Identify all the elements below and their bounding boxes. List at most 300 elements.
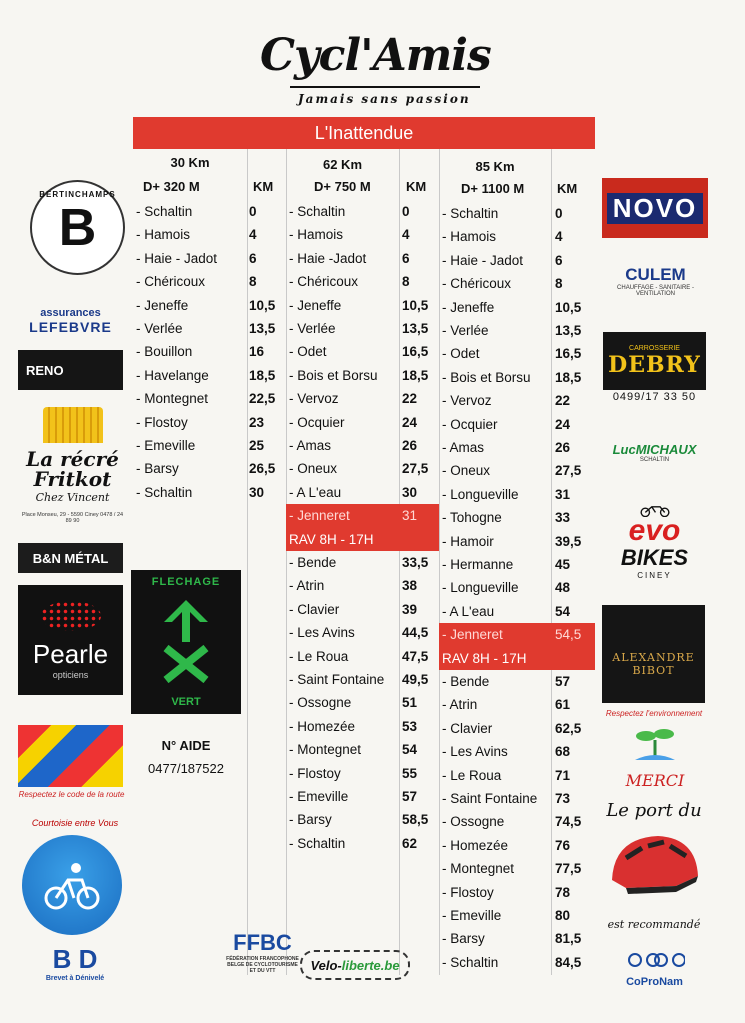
stop-place: - Havelange (136, 367, 209, 383)
ffbc-logo (225, 922, 300, 982)
caption-environnement: Respectez l'environnement (605, 709, 703, 718)
stop-row (439, 834, 595, 857)
bd-text: Brevet à Dénivelé (45, 974, 105, 982)
stop-place: - Schaltin (442, 206, 499, 221)
stop-row (286, 574, 439, 597)
merci-plant-icon (610, 720, 700, 800)
table-title: L'Inattendue (133, 117, 595, 149)
stop-place: - Emeville (289, 789, 349, 804)
stop-km: 4 (249, 227, 257, 243)
caption-code-route: Respectez le code de la route (18, 790, 125, 799)
stop-place: - Bende (289, 555, 337, 570)
logo-subtitle: Jamais sans passion (298, 92, 471, 106)
stop-place: - Vervoz (442, 393, 492, 409)
stop-row (439, 436, 595, 459)
aide-info (131, 738, 241, 776)
stop-row (439, 881, 595, 904)
bibot-name1: ALEXANDRE (612, 651, 695, 664)
aide-phone: 0477/187522 (148, 761, 224, 776)
route-distance: 30 Km (170, 155, 210, 170)
stop-row (439, 857, 595, 880)
stop-row (286, 270, 439, 293)
stop-row (439, 904, 595, 927)
km-header: KM (557, 181, 578, 196)
stop-place: - Odet (289, 344, 327, 360)
stop-place: - Jenneret (442, 627, 503, 643)
copronam-logo (612, 940, 697, 995)
stop-km: 16,5 (555, 346, 582, 362)
stop-km: 6 (402, 250, 410, 266)
stop-km: 47,5 (402, 648, 429, 664)
stop-row (286, 785, 439, 808)
recre-line3: Chez Vincent (35, 490, 110, 504)
stop-km: 81,5 (555, 931, 582, 947)
stop-place: - Atrin (442, 697, 478, 713)
route-distance: 85 Km (475, 159, 515, 174)
stop-row (286, 294, 439, 317)
stop-row (439, 366, 595, 389)
stop-km: 73 (555, 791, 571, 806)
culem-logo (603, 260, 708, 302)
velo-part1: Velo- (310, 957, 342, 973)
rav-row (286, 528, 439, 551)
stop-place: RAV 8H - 17H (442, 650, 527, 666)
stop-place: - Chéricoux (442, 276, 512, 292)
caption-port-du: Le port du (606, 800, 702, 821)
flechage-label: FLECHAGE (151, 576, 221, 588)
stop-row (439, 670, 595, 693)
stop-km: 30 (402, 484, 418, 500)
stop-km: 4 (555, 229, 563, 245)
stop-place: - Oneux (442, 463, 491, 479)
lefebvre-line2: LEFEBVRE (29, 319, 112, 335)
stop-place: - Ocquier (442, 416, 498, 432)
stop-place: - Emeville (136, 438, 196, 453)
stop-km: 54 (555, 603, 571, 619)
stop-place: - Jenneret (289, 508, 350, 524)
bibot-name2: BIBOT (632, 664, 675, 677)
stop-row (133, 411, 286, 434)
stop-row (286, 832, 439, 855)
stop-row (286, 668, 439, 691)
stop-place: - Clavier (289, 601, 340, 617)
debry-name: DEBRY (608, 351, 701, 378)
lefebvre-logo (18, 305, 123, 337)
stop-row (286, 598, 439, 621)
stop-place: - Haie - Jadot (136, 250, 218, 266)
velo-part2: liberte.be (341, 957, 400, 973)
road-signs-image (18, 725, 123, 787)
stop-row (286, 645, 439, 668)
stop-row (286, 247, 439, 270)
stop-row (439, 272, 595, 295)
stop-row (439, 506, 595, 529)
stop-km: 10,5 (555, 299, 582, 315)
stop-place: RAV 8H - 17H (289, 531, 374, 547)
ffbc-name: FFBC (233, 930, 292, 955)
stop-km: 27,5 (555, 463, 582, 479)
luc-michaux-logo (603, 430, 706, 475)
stop-row (439, 810, 595, 833)
stop-place: - Atrin (289, 578, 325, 594)
stop-km: 18,5 (249, 367, 276, 383)
stop-km: 26,5 (249, 461, 276, 477)
stop-place: - Schaltin (289, 835, 346, 851)
stop-place: - Jeneffe (136, 297, 189, 313)
stop-row (133, 481, 286, 504)
lefebvre-line1: assurances (40, 307, 101, 319)
stop-row (133, 434, 286, 457)
stop-place: - Le Roua (442, 767, 502, 783)
bd-letters: B D (52, 943, 98, 974)
helmet-icon (605, 822, 703, 914)
stop-row (439, 530, 595, 553)
stop-row (439, 764, 595, 787)
stop-row (439, 951, 595, 974)
stop-row (133, 200, 286, 223)
stop-km: 8 (402, 274, 410, 290)
caption-courtoisie: Courtoisie entre Vous (31, 818, 119, 828)
stop-place: - Haie -Jadot (289, 250, 367, 266)
stop-row (133, 457, 286, 480)
stop-place: - Saint Fontaine (442, 791, 538, 806)
stop-km: 10,5 (402, 297, 429, 313)
stop-row (286, 762, 439, 785)
stop-km: 6 (555, 252, 563, 268)
evo-line3: CINEY (637, 571, 672, 580)
stop-place: - Tohogne (442, 510, 502, 526)
stop-place: - Hamois (442, 229, 497, 245)
stop-km: 18,5 (555, 369, 582, 385)
stop-km: 13,5 (402, 321, 429, 336)
stop-row (439, 459, 595, 482)
stop-place: - A L'eau (442, 603, 495, 619)
stop-km: 26 (402, 438, 418, 453)
stop-row (133, 294, 286, 317)
cyclist-icon (42, 860, 102, 910)
stop-km: 0 (402, 204, 410, 219)
cyclist-circle-icon (22, 835, 122, 935)
stop-place: - Clavier (442, 720, 493, 736)
bn-name: B&N MÉTAL (32, 550, 109, 566)
novo-logo (602, 178, 708, 238)
stop-place: - Odet (442, 346, 480, 362)
stop-km: 16,5 (402, 344, 429, 360)
stop-km: 62,5 (555, 720, 582, 736)
stop-km: 55 (402, 765, 418, 781)
stop-km: 57 (402, 789, 418, 804)
stop-place: - Bouillon (136, 344, 193, 360)
stop-row (133, 317, 286, 340)
stop-row (439, 693, 595, 716)
bertinchamps-name: BERTINCHAMPS (39, 190, 116, 199)
pearle-logo (18, 585, 123, 695)
aide-label: N° AIDE (161, 738, 211, 753)
stop-row (439, 787, 595, 810)
stop-km: 48 (555, 580, 571, 596)
stop-row (439, 576, 595, 599)
stop-place: - Flostoy (289, 765, 341, 781)
stop-place: - Schaltin (289, 204, 346, 219)
stop-place: - Homezée (289, 718, 356, 734)
stop-km: 24 (402, 414, 418, 430)
stop-row (439, 249, 595, 272)
stop-row (133, 364, 286, 387)
stop-km: 57 (555, 674, 571, 689)
stop-place: - Oneux (289, 461, 338, 477)
evo-line2: BIKES (620, 545, 689, 570)
cyclamis-logo (250, 20, 490, 115)
alexandre-bibot-logo (602, 605, 705, 703)
stop-row (439, 553, 595, 576)
stop-place: - Longueville (442, 486, 519, 502)
route-elevation: D+ 1100 M (461, 181, 525, 196)
stop-place: - Jeneffe (442, 299, 495, 315)
stop-place: - Hamois (289, 227, 344, 243)
stop-place: - Ossogne (442, 814, 505, 830)
stop-row (439, 413, 595, 436)
stop-row (439, 927, 595, 950)
stop-row (286, 481, 439, 504)
velo-liberte-logo (300, 950, 410, 980)
evo-bikes-logo (603, 505, 706, 580)
stop-row (286, 317, 439, 340)
stop-km: 25 (249, 438, 265, 453)
stop-km: 33 (555, 510, 571, 526)
stop-km: 54 (402, 742, 418, 758)
stop-km: 0 (555, 206, 563, 221)
luc-name: LucMICHAUX (612, 442, 697, 457)
reno-name: RENO (26, 362, 64, 378)
bn-metal-logo (18, 543, 123, 573)
stop-km: 22,5 (249, 391, 276, 407)
route-elevation: D+ 750 M (314, 179, 371, 194)
stop-place: - Bois et Borsu (442, 369, 531, 385)
stop-km: 10,5 (249, 297, 276, 313)
stop-km: 31 (402, 508, 418, 524)
stop-row (286, 364, 439, 387)
stop-place: - Ossogne (289, 695, 352, 711)
stop-row (286, 411, 439, 434)
stop-km: 24 (555, 416, 571, 432)
stop-row (286, 621, 439, 644)
rav-row (439, 647, 595, 670)
novo-name: NOVO (607, 193, 704, 224)
stop-row (439, 623, 595, 646)
stop-place: - Vervoz (289, 391, 339, 407)
stop-row (133, 387, 286, 410)
stop-km: 13,5 (555, 323, 582, 338)
stop-km: 18,5 (402, 367, 429, 383)
debry-logo (603, 332, 706, 390)
stop-km: 53 (402, 718, 418, 734)
stop-place: - Chéricoux (136, 274, 206, 290)
route-elevation: D+ 320 M (143, 179, 200, 194)
pearle-sub: opticiens (52, 669, 89, 680)
stop-place: - A L'eau (289, 484, 342, 500)
stop-place: - Hermanne (442, 557, 514, 572)
km-header: KM (406, 179, 427, 194)
logo-title: Cycl'Amis (260, 30, 491, 81)
stop-km: 71 (555, 767, 571, 783)
stop-place: - Verlée (136, 321, 183, 336)
stop-km: 26 (555, 440, 571, 455)
stop-place: - Emeville (442, 908, 502, 923)
flechage-box (131, 570, 241, 714)
helmet-image (606, 828, 702, 908)
fries-icon (43, 407, 103, 443)
stop-row (286, 434, 439, 457)
green-arrow-icon (156, 598, 216, 683)
stop-km: 13,5 (249, 321, 276, 336)
stop-km: 22 (555, 393, 571, 409)
recre-fritkot-logo (20, 405, 125, 505)
stop-place: - Bende (442, 674, 490, 689)
copronam-name: CoProNam (626, 975, 683, 988)
stop-row (439, 600, 595, 623)
stop-km: 33,5 (402, 555, 429, 570)
stop-row (439, 202, 595, 225)
stop-km: 39,5 (555, 533, 582, 549)
stop-row (133, 270, 286, 293)
flechage-color-label: VERT (171, 696, 201, 708)
debry-sub: CARROSSERIE (629, 344, 680, 352)
stop-place: - Barsy (289, 812, 332, 828)
stop-place: - Montegnet (442, 861, 515, 877)
stop-km: 27,5 (402, 461, 429, 477)
stop-km: 76 (555, 837, 571, 853)
stop-place: - Schaltin (442, 954, 499, 970)
stop-row (286, 738, 439, 761)
stop-row (439, 483, 595, 506)
debry-phone: 0499/17 33 50 (612, 391, 697, 403)
stop-place: - Les Avins (442, 744, 508, 760)
stop-km: 58,5 (402, 812, 429, 828)
stop-row (286, 223, 439, 246)
pearle-dots-icon (41, 601, 101, 631)
stop-row (286, 457, 439, 480)
stop-row (133, 223, 286, 246)
stop-place: - Hamois (136, 227, 191, 243)
stop-km: 51 (402, 695, 418, 711)
stop-km: 78 (555, 884, 571, 900)
culem-sub: CHAUFFAGE - SANITAIRE - VENTILATION (617, 285, 694, 297)
recre-address: Place Monseu, 29 - 5590 Ciney 0478 / 24 89 90 (21, 512, 124, 524)
stop-place: - Ocquier (289, 414, 345, 430)
stop-row (439, 319, 595, 342)
stop-place: - Flostoy (442, 884, 494, 900)
recre-line2: Fritkot (33, 466, 112, 491)
stop-place: - Homezée (442, 837, 509, 853)
stop-km: 45 (555, 557, 571, 572)
bertinchamps-logo (30, 180, 125, 275)
route-table (133, 117, 595, 975)
stop-row (286, 715, 439, 738)
stop-km: 54,5 (555, 627, 582, 643)
pearle-name: Pearle (32, 638, 109, 669)
evo-line1: evo (628, 514, 681, 547)
stop-row (439, 389, 595, 412)
stop-place: - Hamoir (442, 533, 494, 549)
stop-place: - Amas (289, 438, 332, 453)
recre-line1: La récré (26, 446, 119, 471)
stop-place: - Chéricoux (289, 274, 359, 290)
stop-km: 77,5 (555, 861, 582, 877)
reno-logo (18, 350, 123, 390)
stop-row (286, 340, 439, 363)
stop-km: 0 (249, 204, 257, 219)
merci-text: MERCI (625, 770, 685, 790)
logo-underline (290, 86, 480, 88)
stop-km: 74,5 (555, 814, 582, 830)
stop-km: 30 (249, 484, 265, 500)
stop-row (133, 340, 286, 363)
stop-row (439, 740, 595, 763)
stop-km: 16 (249, 344, 265, 360)
stop-place: - Amas (442, 440, 485, 455)
stop-place: - Barsy (442, 931, 485, 947)
caption-recommande: est recommandé (607, 918, 701, 931)
stop-place: - Flostoy (136, 414, 188, 430)
culem-name: CULEM (625, 265, 686, 284)
route-distance: 62 Km (322, 157, 363, 172)
stop-row (439, 225, 595, 248)
luc-sub: SCHALTIN (639, 457, 670, 463)
stop-km: 8 (249, 274, 257, 290)
stop-place: - Le Roua (289, 648, 349, 664)
stop-row (133, 247, 286, 270)
stop-place: - Saint Fontaine (289, 672, 385, 687)
stop-place: - Montegnet (136, 391, 209, 407)
stop-row (439, 342, 595, 365)
stop-row (286, 691, 439, 714)
stop-place: - Jeneffe (289, 297, 342, 313)
stop-km: 44,5 (402, 625, 429, 641)
km-header: KM (253, 179, 274, 194)
stop-km: 31 (555, 486, 571, 502)
stop-km: 4 (402, 227, 410, 243)
stop-km: 84,5 (555, 954, 582, 970)
stop-km: 38 (402, 578, 418, 594)
stop-place: - Verlée (442, 323, 489, 338)
stop-place: - Schaltin (136, 484, 193, 500)
stop-row (286, 504, 439, 527)
stop-km: 61 (555, 697, 571, 713)
plant-icon (630, 722, 680, 762)
stop-km: 68 (555, 744, 571, 760)
stop-km: 6 (249, 250, 257, 266)
stop-row (286, 808, 439, 831)
stop-km: 8 (555, 276, 563, 292)
stop-km: 22 (402, 391, 418, 407)
stop-place: - Bois et Borsu (289, 367, 378, 383)
stop-place: - Montegnet (289, 742, 362, 758)
stop-km: 80 (555, 908, 571, 923)
stop-km: 49,5 (402, 672, 429, 687)
stop-place: - Barsy (136, 461, 179, 477)
ffbc-sub: FÉDÉRATION FRANCOPHONE BELGE DE CYCLOTOURISME ET DU VTT (226, 956, 299, 974)
stop-row (286, 200, 439, 223)
stop-row (286, 387, 439, 410)
bertinchamps-letter: B (58, 198, 97, 257)
stop-row (286, 551, 439, 574)
stop-km: 39 (402, 601, 418, 617)
cyclists-icon (625, 940, 685, 968)
stop-place: - Schaltin (136, 204, 193, 219)
stop-place: - Les Avins (289, 625, 355, 641)
stop-row (439, 296, 595, 319)
stop-row (439, 717, 595, 740)
